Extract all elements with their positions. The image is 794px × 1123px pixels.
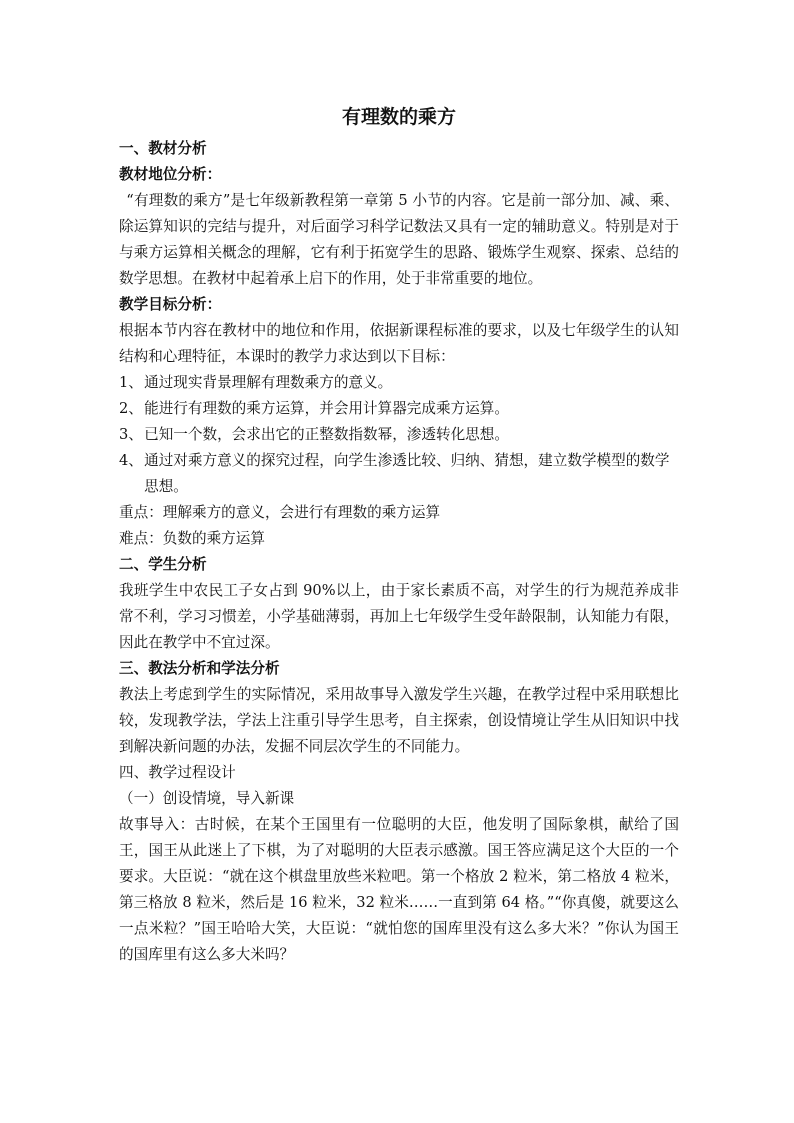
goal-item-number: 4、 [119,452,143,469]
paragraph-textbook-position: “有理数的乘方”是七年级新教程第一章第 5 小节的内容。它是前一部分加、减、乘、除运算知识的完结与提升，对后面学习科学记数法又具有一定的辅助意义。特别是对于与乘方运算相关概念的理解，它有利于拓宽学生的思路、锻炼学生观察、探索、总结的数学思想。在教材中起着承上启下的作用，处于非常重要的地位。 [119,192,679,287]
subheading-teaching-goals: 教学目标分析： [119,296,222,313]
difficulty-point: 难点：负数的乘方运算 [119,530,265,547]
subheading-textbook-position: 教材地位分析： [119,166,222,183]
goal-item-text: 通过现实背景理解有理数乘方的意义。 [144,374,393,391]
goal-item [119,396,679,422]
goal-item-number: 2、 [119,400,143,417]
goal-item-number: 3、 [119,426,143,443]
section-heading-student-analysis: 二、学生分析 [119,556,207,573]
paragraph-method-analysis: 教法上考虑到学生的实际情况，采用故事导入激发学生兴趣，在教学过程中采用联想比较，发现教学法，学法上注重引导学生思考，自主探索，创设情境让学生从旧知识中找到解决新问题的办法，发掘不同层次学生的不同能力。 [119,686,679,755]
page-title: 有理数的乘方 [341,106,456,128]
subheading-create-situation: （一）创设情境，导入新课 [119,790,295,807]
key-point: 重点：理解乘方的意义，会进行有理数的乘方运算 [119,504,441,521]
goal-item [119,370,679,396]
document-body [119,104,679,968]
paragraph-story-intro: 故事导入：古时候，在某个王国里有一位聪明的大臣，他发明了国际象棋，献给了国王，国王从此迷上了下棋，为了对聪明的大臣表示感激。国王答应满足这个大臣的一个要求。大臣说：“就在这个棋盘里放些米粒吧。第一个格放 2 粒米，第二格放 4 粒米，第三格放 8 粒米，然后是 16 粒米，32 粒米……一直到第 64 格。”“你真傻，就要这么一点米粒？”国王哈哈大笑，大臣说：“就怕您的国库里没有这么多大米？”你认为国王的国库里有这么多大米吗？ [119,816,679,963]
goal-item-text: 通过对乘方意义的探究过程，向学生渗透比较、归纳、猜想，建立数学模型的数学思想。 [144,452,670,495]
goal-item [119,422,679,448]
section-heading-teaching-process: 四、教学过程设计 [119,764,236,781]
paragraph-student-analysis: 我班学生中农民工子女占到 90%以上，由于家长素质不高，对学生的行为规范养成非常不利，学习习惯差，小学基础薄弱，再加上七年级学生受年龄限制，认知能力有限，因此在教学中不宜过深。 [119,582,679,651]
paragraph-goals-intro: 根据本节内容在教材中的地位和作用，依据新课程标准的要求，以及七年级学生的认知结构和心理特征，本课时的教学力求达到以下目标： [119,322,679,365]
goal-item-text: 能进行有理数的乘方运算，并会用计算器完成乘方运算。 [144,400,509,417]
section-heading-textbook-analysis: 一、教材分析 [119,140,207,157]
section-heading-method-analysis: 三、教法分析和学法分析 [119,660,280,677]
goal-item-number: 1、 [119,374,143,391]
goal-item-text: 已知一个数，会求出它的正整数指数幂，渗透转化思想。 [144,426,509,443]
goal-item [119,448,679,500]
